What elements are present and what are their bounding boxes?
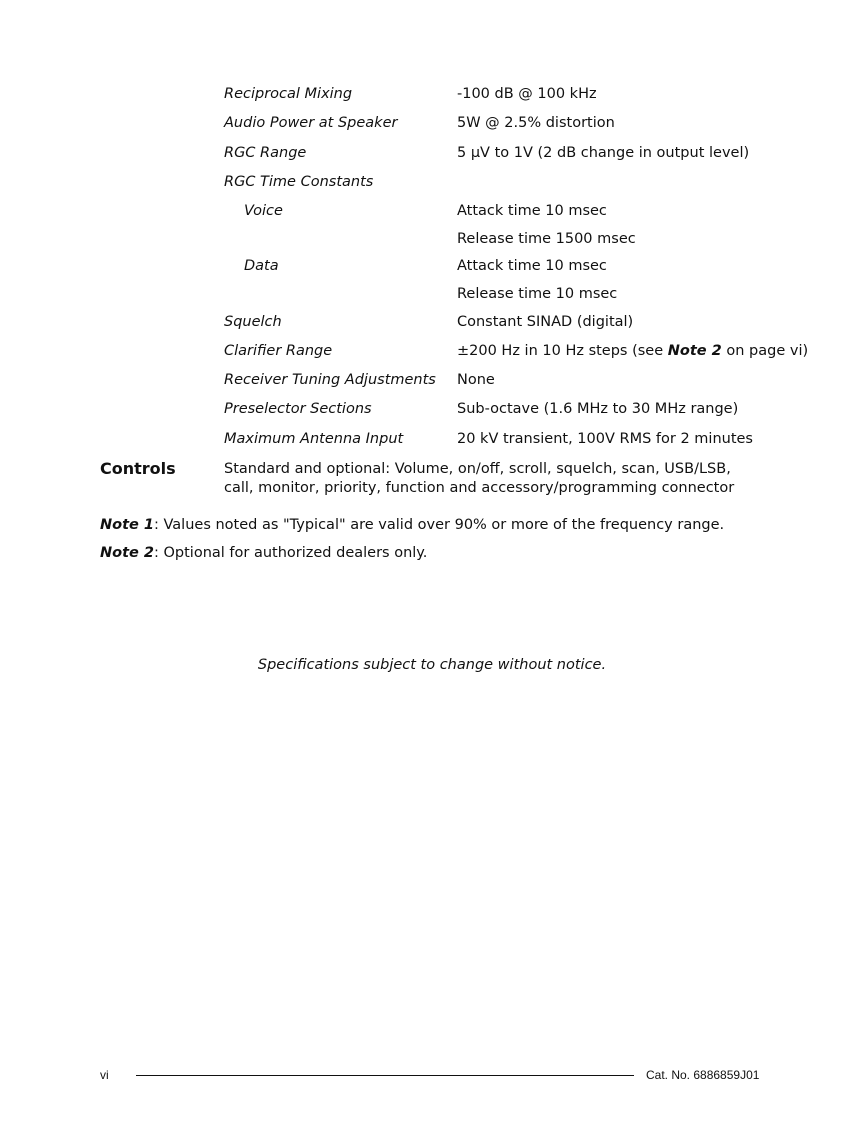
spec-value: Constant SINAD (digital) bbox=[457, 314, 634, 330]
spec-value: Release time 1500 msec bbox=[457, 231, 636, 247]
catalog-number: Cat. No. 6886859J01 bbox=[646, 1068, 760, 1082]
spec-value-prefix: ±200 Hz in 10 Hz steps (see bbox=[457, 343, 668, 359]
spec-value-suffix: on page vi) bbox=[721, 343, 809, 359]
spec-value: -100 dB @ 100 kHz bbox=[457, 86, 597, 102]
note-reference: Note 2 bbox=[667, 343, 722, 359]
spec-label: Reciprocal Mixing bbox=[224, 86, 353, 102]
spec-value bbox=[457, 342, 808, 360]
spec-value: Attack time 10 msec bbox=[457, 258, 607, 274]
disclaimer-text: Specifications subject to change without notice. bbox=[257, 657, 607, 673]
note-2 bbox=[100, 544, 427, 562]
spec-value: 5 µV to 1V (2 dB change in output level) bbox=[457, 145, 750, 161]
spec-label: Clarifier Range bbox=[224, 343, 333, 359]
note-label: Note 1 bbox=[100, 517, 154, 533]
page-number: vi bbox=[100, 1068, 109, 1082]
note-1 bbox=[100, 516, 724, 534]
spec-label: Squelch bbox=[224, 314, 282, 330]
spec-value: None bbox=[457, 372, 495, 388]
disclaimer bbox=[0, 656, 866, 674]
spec-label: Receiver Tuning Adjustments bbox=[224, 372, 436, 388]
controls-description: Standard and optional: Volume, on/off, scroll, squelch, scan, USB/LSB, call, monitor, priority, function and accessory/programming connector bbox=[224, 461, 735, 496]
spec-sublabel: Data bbox=[244, 258, 279, 274]
spec-label: Maximum Antenna Input bbox=[224, 431, 404, 447]
controls-heading: Controls bbox=[100, 459, 176, 478]
note-text: : Optional for authorized dealers only. bbox=[154, 545, 428, 561]
page-footer bbox=[0, 1066, 866, 1084]
spec-value: 20 kV transient, 100V RMS for 2 minutes bbox=[457, 431, 753, 447]
spec-label: Audio Power at Speaker bbox=[224, 115, 398, 131]
note-label: Note 2 bbox=[100, 545, 154, 561]
spec-label: RGC Range bbox=[224, 145, 307, 161]
spec-value: Sub-octave (1.6 MHz to 30 MHz range) bbox=[457, 401, 739, 417]
footer-rule bbox=[136, 1075, 634, 1076]
spec-value: Attack time 10 msec bbox=[457, 203, 607, 219]
spec-label: RGC Time Constants bbox=[224, 174, 374, 190]
spec-value: Release time 10 msec bbox=[457, 286, 618, 302]
spec-sublabel: Voice bbox=[244, 203, 283, 219]
note-text: : Values noted as "Typical" are valid over 90% or more of the frequency range. bbox=[154, 517, 725, 533]
spec-value: 5W @ 2.5% distortion bbox=[457, 115, 615, 131]
spec-label: Preselector Sections bbox=[224, 401, 372, 417]
